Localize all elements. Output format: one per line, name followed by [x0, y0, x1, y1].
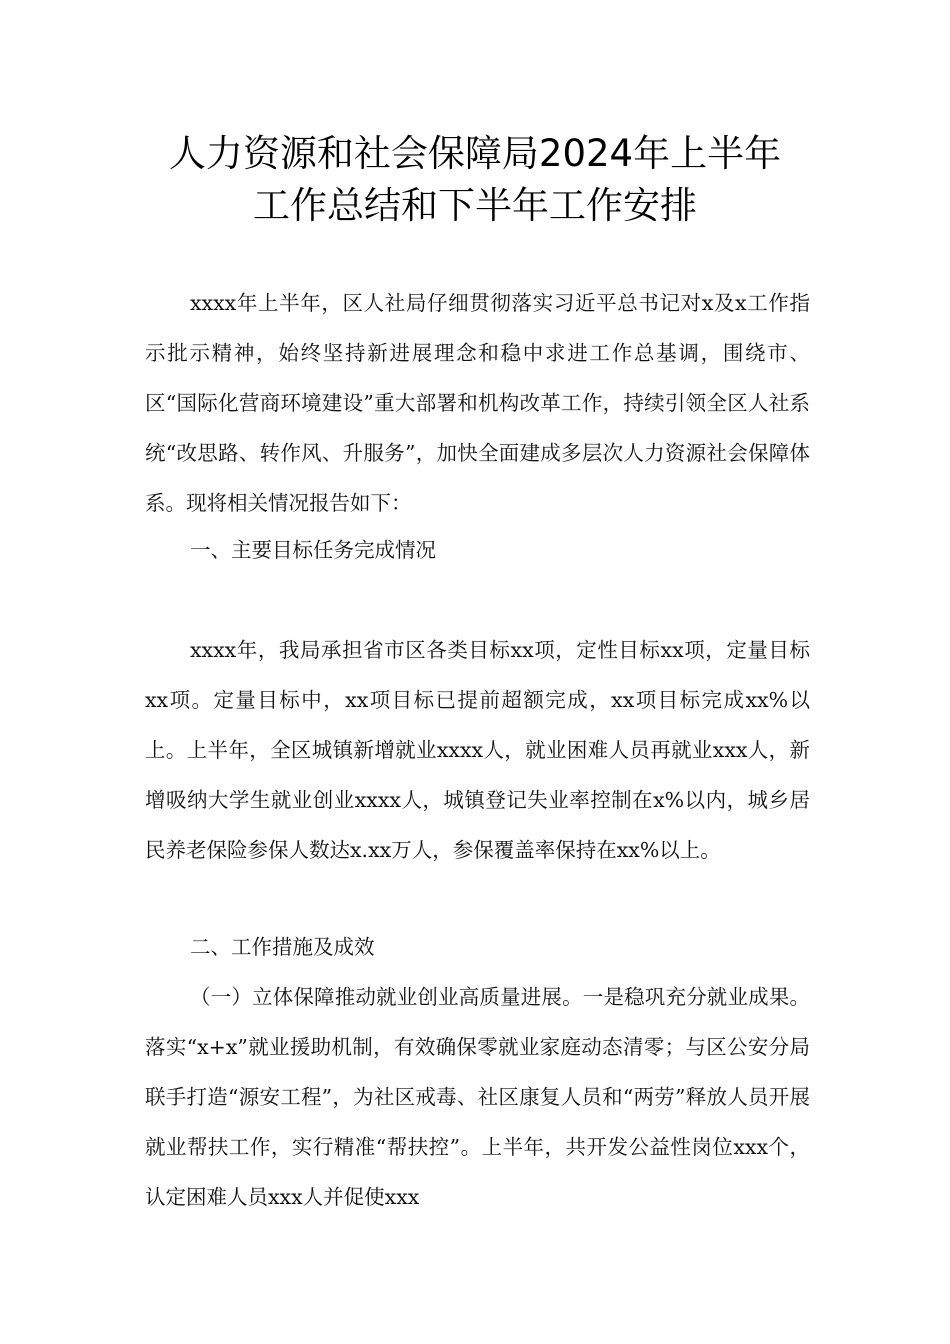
targets-paragraph: xxxx年，我局承担省市区各类目标xx项，定性目标xx项，定量目标xx项。定量目标中，xx项目标已提前超额完成，xx项目标完成xx%以上。上半年，全区城镇新增就业xxxx人，就业困难人员再就业xxx人，新增吸纳大学生就业创业xxxx人，城镇登记失业率控制在x%以内，城乡居民养老保险参保人数达x.xx万人，参保覆盖率保持在xx%以上。: [145, 638, 810, 862]
measures-paragraph: （一）立体保障推动就业创业高质量进展。一是稳巩充分就业成果。落实“x+x”就业援助机制，有效确保零就业家庭动态清零；与区公安分局联手打造“源安工程”，为社区戒毒、社区康复人员和“两劳”释放人员开展就业帮扶工作，实行精准“帮扶控”。上半年，共开发公益性岗位xxx个，认定困难人员xxx人并促使xxx: [145, 985, 810, 1209]
intro-paragraph: xxxx年上半年，区人社局仔细贯彻落实习近平总书记对x及x工作指示批示精神，始终坚持新进展理念和稳中求进工作总基调，围绕市、区“国际化营商环境建设”重大部署和机构改革工作，持续引领全区人社系统“改思路、转作风、升服务”，加快全面建成多层次人力资源社会保障体系。现将相关情况报告如下：: [145, 291, 810, 515]
document-title-line-1: 人力资源和社会保障局2024年上半年: [168, 132, 782, 175]
section-heading-2: 二、工作措施及成效: [190, 935, 375, 959]
section-heading-1: 一、主要目标任务完成情况: [190, 538, 436, 562]
document-title-line-2: 工作总结和下半年工作安排: [253, 184, 697, 227]
